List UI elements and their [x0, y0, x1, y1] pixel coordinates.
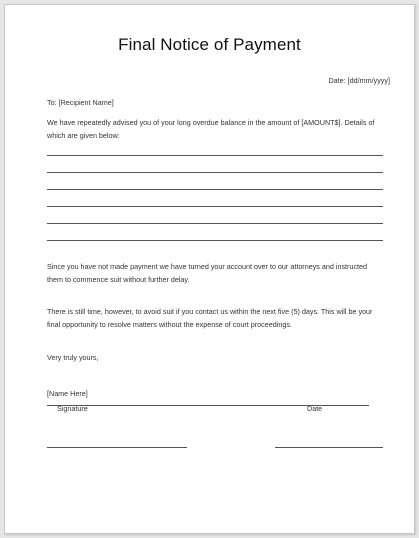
signature-rule	[47, 447, 187, 448]
date-placeholder: Date: [dd/mm/yyyy]	[328, 76, 390, 85]
recipient-line: To: [Recipient Name]	[47, 98, 114, 107]
date-label: Date	[307, 404, 323, 413]
document-page	[4, 4, 415, 534]
document-title: Final Notice of Payment	[118, 35, 301, 54]
paragraph-balance: We have repeatedly advised you of your long overdue balance in the amount of [AMOUNT$]. Details of which are given below:	[47, 118, 375, 140]
details-line	[47, 189, 383, 190]
date-rule	[275, 447, 383, 448]
details-lines	[47, 155, 383, 257]
name-placeholder: [Name Here]	[47, 389, 88, 398]
closing-line: Very truly yours,	[47, 353, 99, 362]
details-line	[47, 206, 383, 207]
paragraph-final-opportunity: There is still time, however, to avoid suit if you contact us within the next five (5) days. This will be your final opportunity to resolve matters without the expense of court proceedings.	[47, 307, 373, 329]
details-line	[47, 172, 383, 173]
details-line	[47, 240, 383, 241]
details-line	[47, 223, 383, 224]
signature-label: Signature	[57, 404, 88, 413]
details-line	[47, 155, 383, 156]
paragraph-attorneys: Since you have not made payment we have turned your account over to our attorneys and instructed them to commence suit without further delay.	[47, 262, 368, 284]
